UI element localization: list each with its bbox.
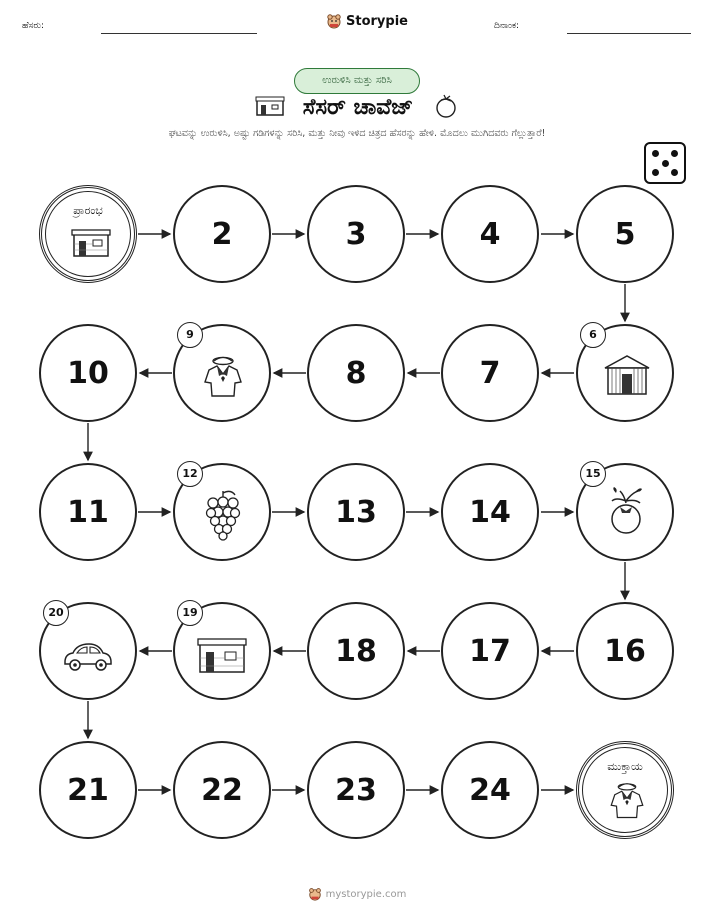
space-number-tag: 12 [177,461,203,487]
brand-name: Storypie [346,13,408,29]
wooden-shed-icon [602,352,652,398]
space-3[interactable]: 3 [307,185,405,283]
grapes-icon [199,487,247,541]
stone-house-icon [197,636,247,674]
space-23[interactable]: 23 [307,741,405,839]
space-11[interactable]: 11 [39,463,137,561]
space-24[interactable]: 24 [441,741,539,839]
finish-label: ಮುಕ್ತಾಯ [607,760,643,773]
space-number-tag: 20 [43,600,69,626]
sailor-shirt-icon [606,778,648,822]
name-label: ಹೆಸರು: [22,21,45,31]
space-7[interactable]: 7 [441,324,539,422]
space-14[interactable]: 14 [441,463,539,561]
space-13[interactable]: 13 [307,463,405,561]
space-6[interactable] [576,324,674,422]
space-10[interactable]: 10 [39,324,137,422]
finish-space[interactable] [576,741,674,839]
space-21[interactable]: 21 [39,741,137,839]
space-17[interactable]: 17 [441,602,539,700]
footer-url[interactable]: mystorypie.com [325,888,407,900]
space-8[interactable]: 8 [307,324,405,422]
space-5[interactable]: 5 [576,185,674,283]
start-space[interactable] [39,185,137,283]
space-22[interactable]: 22 [173,741,271,839]
space-number-tag: 19 [177,600,203,626]
game-type-badge: ಉರುಳಿಸಿ ಮತ್ತು ಸರಿಸಿ [294,68,420,94]
space-number-tag: 15 [580,461,606,487]
space-15[interactable] [576,463,674,561]
sailor-shirt-icon [199,352,247,400]
space-12[interactable] [173,463,271,561]
space-9[interactable] [173,324,271,422]
space-2[interactable]: 2 [173,185,271,283]
stone-house-icon [71,226,111,258]
instructions: ಘಟವನ್ನು ಉರುಳಿಸಿ, ಅಷ್ಟು ಗಡಿಗಳನ್ನು ಸರಿಸಿ, ಮತ್ತು ನೀವು ಇಳಿದ ಚಿತ್ರದ ಹೆಸರನ್ನು ಹೇಳಿ. ಮೊದಲು ಮುಗಿದವರು ಗೆಲ್ಲುತ್ತಾರೆ! [168,128,546,139]
tomato-icon [602,485,650,537]
space-19[interactable] [173,602,271,700]
start-label: ಪ್ರಾರಂಭ [73,204,103,217]
storypie-logo-icon [308,887,322,901]
footer [0,887,714,901]
space-number-tag: 6 [580,322,606,348]
space-4[interactable]: 4 [441,185,539,283]
space-20[interactable] [39,602,137,700]
space-number-tag: 9 [177,322,203,348]
space-18[interactable]: 18 [307,602,405,700]
car-icon [61,638,115,674]
date-label: ದಿನಾಂಕ: [494,21,520,31]
title-text: ಸೆಸರ್ ಚಾವೆಜ್ [302,95,414,120]
space-16[interactable]: 16 [576,602,674,700]
